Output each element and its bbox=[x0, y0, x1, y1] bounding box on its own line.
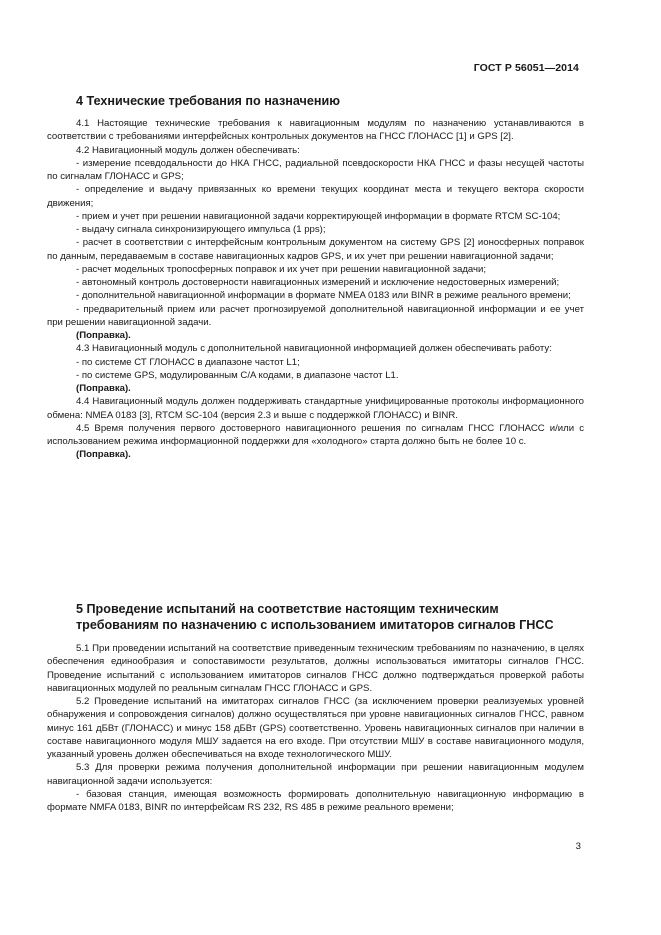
paragraph: 4.1 Настоящие технические требования к навигационным модулям по назначению устанавливаются в соответствии с требованиями интерфейсных контрольных документов на ГНСС ГЛОНАСС [1] и GPS [2]. bbox=[47, 118, 584, 143]
page-number: 3 bbox=[575, 841, 581, 852]
paragraph: 5.3 Для проверки режима получения дополнительной информации при решении навигационным модулем навигационной задачи используется: bbox=[47, 762, 584, 787]
document-code: ГОСТ Р 56051—2014 bbox=[473, 62, 579, 74]
paragraph: 4.3 Навигационный модуль с дополнительной навигационной информацией должен обеспечивать работу: bbox=[76, 343, 552, 355]
amendment-note: (Поправка). bbox=[76, 449, 131, 461]
paragraph: 4.5 Время получения первого достоверного навигационного решения по сигналам ГНСС ГЛОНАСС и/или с использованием режима информационной поддержки для «холодного» старта должно быть не более 10 с. bbox=[47, 422, 584, 447]
section-5-title-line2: требованиям по назначению с использованием имитаторов сигналов ГНСС bbox=[76, 618, 554, 632]
list-item: - по системе GPS, модулированным C/A кодами, в диапазоне частот L1. bbox=[76, 369, 399, 381]
amendment-note: (Поправка). bbox=[76, 330, 131, 341]
list-item: - выдачу сигнала синхронизирующего импульса (1 pps); bbox=[76, 224, 326, 235]
section-4-title: 4 Технические требования по назначению bbox=[76, 94, 340, 108]
paragraph: 5.1 При проведении испытаний на соответствие приведенным техническим требованиям по назначению, в целях обеспечения единообразия и сопоставимости результатов, должны использоваться имитаторы сигналов ГНСС. Проведение испытаний с использованием имитаторов сигналов ГНСС должно подтверждаться проверкой работы навигационных модулей по реальным сигналам ГНСС ГЛОНАСС и GPS. bbox=[47, 643, 584, 694]
list-item: - базовая станция, имеющая возможность формировать дополнительную навигационную информацию в формате NMFA 0183, BINR по интерфейсам RS 232, RS 485 в режиме реального времени; bbox=[47, 788, 584, 813]
paragraph: 4.4 Навигационный модуль должен поддерживать стандартные унифицированные протоколы информационного обмена: NMEA 0183 [3], RTCM SC-104 (версия 2.3 и выше с поддержкой ГЛОНАСС) и BINR. bbox=[47, 396, 584, 421]
list-item: - определение и выдачу привязанных ко времени текущих координат места и текущего вектора скорости движения; bbox=[47, 184, 584, 209]
list-item: - автономный контроль достоверности навигационных измерений и исключение недостоверных измерений; bbox=[76, 277, 560, 288]
amendment-note: (Поправка). bbox=[76, 383, 131, 394]
list-item: - расчет модельных тропосферных поправок и их учет при решении навигационной задачи; bbox=[76, 263, 487, 275]
list-item: - по системе СТ ГЛОНАСС в диапазоне частот L1; bbox=[76, 356, 300, 368]
section-4-body bbox=[47, 117, 584, 462]
paragraph: 5.2 Проведение испытаний на имитаторах сигналов ГНСС (за исключением проверки реализуемых уровней обнаружения и сопровождения сигналов) должно осуществляться при уровне навигационных сигналов ГНСС, равном минус 161 дБВт (ГЛОНАСС) и минус 158 дБВт (GPS) соответственно. Уровень навигационных сигналов при наличии в составе навигационного модуля МШУ задается на его входе. При отсутствии МШУ в составе навигационного модуля, указанный уровень должен обеспечиваться на входе технологического МШУ. bbox=[47, 696, 584, 760]
list-item: - предварительный прием или расчет прогнозируемой дополнительной навигационной информации и ее учет при решении навигационной задачи. bbox=[47, 303, 584, 328]
paragraph: 4.2 Навигационный модуль должен обеспечивать: bbox=[76, 144, 300, 156]
section-5-title bbox=[76, 601, 554, 633]
section-5-body bbox=[47, 642, 584, 814]
section-5-title-line1: 5 Проведение испытаний на соответствие настоящим техническим bbox=[76, 602, 499, 616]
list-item: - измерение псевдодальности до НКА ГНСС, радиальной псевдоскорости НКА ГНСС и фазы несущей частоты по сигналам ГЛОНАСС и GPS; bbox=[47, 157, 584, 182]
list-item: - прием и учет при решении навигационной задачи корректирующей информации в формате RTCM SC-104; bbox=[76, 210, 561, 222]
list-item: - расчет в соответствии с интерфейсным контрольным документом на систему GPS [2] ионосферных поправок по данным, передаваемым в составе навигационных кадров GPS, и их учет при решении навигационной задачи; bbox=[47, 237, 584, 262]
list-item: - дополнительной навигационной информации в формате NMEA 0183 или BINR в режиме реального времени; bbox=[76, 290, 571, 302]
